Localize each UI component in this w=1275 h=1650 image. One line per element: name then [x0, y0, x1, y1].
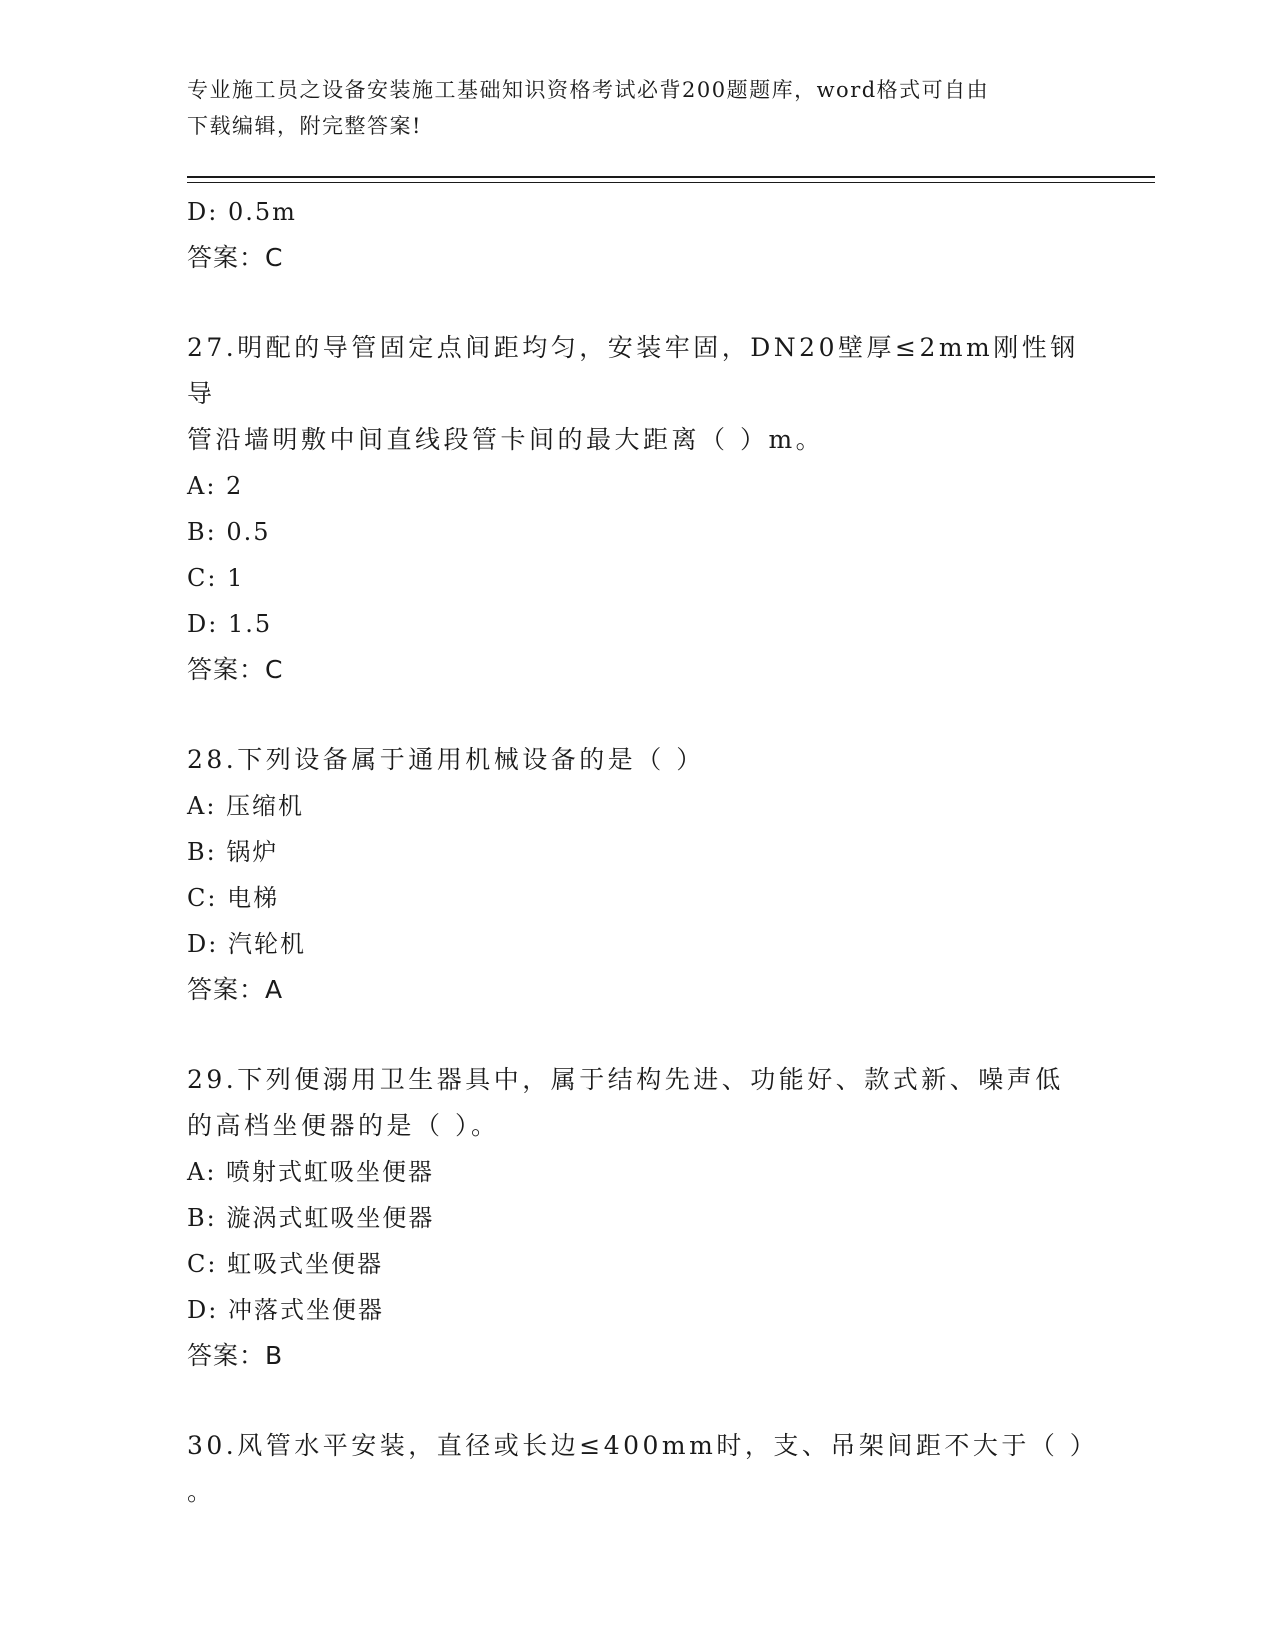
question-30	[187, 1423, 1099, 1515]
header-divider-thin	[187, 182, 1155, 183]
question-stem-line-2: 。	[187, 1477, 216, 1506]
option-c: C: 虹吸式坐便器	[187, 1250, 384, 1278]
header-line-1: 专业施工员之设备安装施工基础知识资格考试必背200题题库，word格式可自由	[187, 78, 990, 102]
question-stem-line-1: 29.下列便溺用卫生器具中，属于结构先进、功能好、款式新、噪声低	[187, 1065, 1064, 1094]
option-b: B: 0.5	[187, 518, 271, 546]
document-header	[187, 72, 1087, 144]
prev-answer: 答案：C	[187, 243, 284, 272]
answer: 答案：B	[187, 1341, 284, 1370]
question-stem-line-1: 28.下列设备属于通用机械设备的是（ ）	[187, 745, 705, 774]
header-divider-thick	[187, 176, 1155, 178]
option-a: A: 压缩机	[187, 792, 305, 820]
option-c: C: 1	[187, 564, 245, 592]
option-d: D: 1.5	[187, 610, 273, 638]
question-content	[187, 189, 1099, 1515]
option-b: B: 锅炉	[187, 838, 279, 866]
option-c: C: 电梯	[187, 884, 280, 912]
option-d: D: 冲落式坐便器	[187, 1296, 384, 1324]
question-stem-line-2: 的高档坐便器的是（ ）。	[187, 1111, 500, 1140]
question-27	[187, 325, 1087, 693]
option-b: B: 漩涡式虹吸坐便器	[187, 1204, 435, 1232]
option-a: A: 2	[187, 472, 244, 500]
answer: 答案：C	[187, 655, 284, 684]
question-stem-line-1: 27.明配的导管固定点间距均匀，安装牢固，DN20壁厚≤2mm刚性钢导	[187, 333, 1079, 408]
prev-option-d: D: 0.5m	[187, 198, 297, 226]
header-line-2: 下载编辑，附完整答案!	[187, 114, 422, 138]
question-stem-line-1: 30.风管水平安装，直径或长边≤400mm时，支、吊架间距不大于（ ）	[187, 1431, 1099, 1460]
option-a: A: 喷射式虹吸坐便器	[187, 1158, 435, 1186]
question-29	[187, 1057, 1087, 1379]
question-28	[187, 737, 1087, 1013]
question-stem-line-2: 管沿墙明敷中间直线段管卡间的最大距离（ ）m。	[187, 425, 825, 454]
answer: 答案：A	[187, 975, 284, 1004]
option-d: D: 汽轮机	[187, 930, 306, 958]
